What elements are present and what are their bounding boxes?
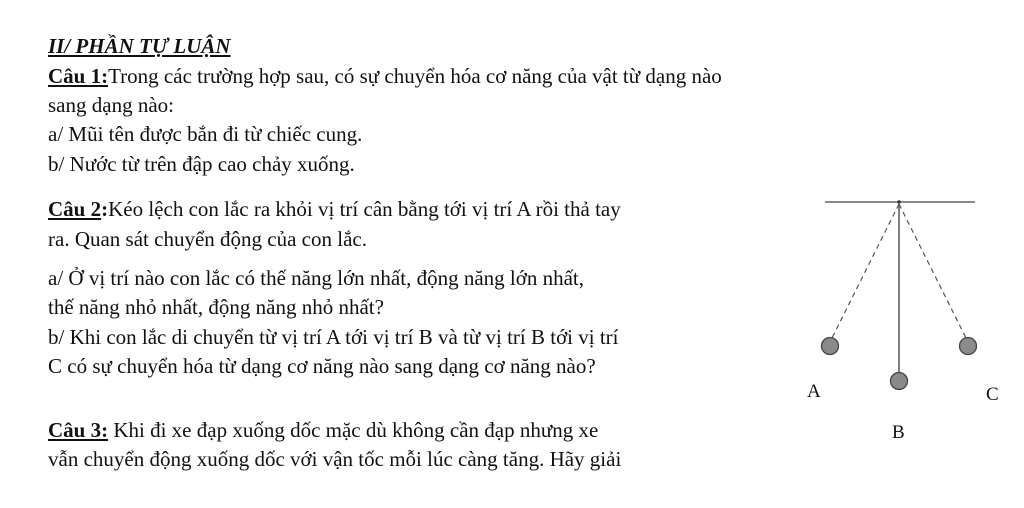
question-3-label: Câu 3:: [48, 418, 109, 442]
question-1-line-1: [48, 62, 722, 90]
pendulum-bob-left: [822, 338, 839, 355]
question-2-item-b-line-2: C có sự chuyển hóa từ dạng cơ năng nào sang dạng cơ năng nào?: [48, 354, 596, 378]
pendulum-diagram: [790, 190, 1020, 450]
question-1-text: Trong các trường hợp sau, có sự chuyển hóa cơ năng của vật từ dạng nào: [108, 64, 722, 88]
question-2-item-a-line-2: thế năng nhỏ nhất, động năng nhỏ nhất?: [48, 295, 384, 319]
question-3-line-2: vẫn chuyển động xuống dốc với vận tốc mỗi lúc càng tăng. Hãy giải: [48, 447, 622, 471]
position-label-b: B: [892, 422, 905, 443]
question-2-item-b-line-1: b/ Khi con lắc di chuyển từ vị trí A tới vị trí B và từ vị trí B tới vị trí: [48, 325, 619, 349]
question-2-line-2: ra. Quan sát chuyển động của con lắc.: [48, 227, 367, 251]
question-1-label: Câu 1:: [48, 64, 109, 88]
question-3-text: Khi đi xe đạp xuống dốc mặc dù không cần đạp nhưng xe: [108, 418, 599, 442]
question-2-colon: :: [101, 197, 109, 221]
section-title: II/ PHẦN TỰ LUẬN: [48, 34, 231, 58]
position-label-c: C: [986, 384, 999, 405]
pendulum-string-right-dashed: [899, 204, 966, 338]
question-2-item-a-line-1: a/ Ở vị trí nào con lắc có thế năng lớn nhất, động năng lớn nhất,: [48, 266, 584, 290]
position-label-a: A: [807, 381, 821, 402]
question-3-line-1: [48, 416, 598, 444]
pendulum-string-left-dashed: [832, 204, 899, 338]
question-2-line-1: [48, 195, 621, 223]
question-1-line-2: sang dạng nào:: [48, 93, 174, 117]
pendulum-pivot: [897, 200, 901, 204]
question-1-item-b: b/ Nước từ trên đập cao chảy xuống.: [48, 152, 355, 176]
pendulum-bob-right: [960, 338, 977, 355]
question-2-text: Kéo lệch con lắc ra khỏi vị trí cân bằng tới vị trí A rồi thả tay: [108, 197, 621, 221]
question-2-label: Câu 2: [48, 197, 102, 221]
question-1-item-a: a/ Mũi tên được bắn đi từ chiếc cung.: [48, 122, 363, 146]
pendulum-bob-center: [891, 373, 908, 390]
